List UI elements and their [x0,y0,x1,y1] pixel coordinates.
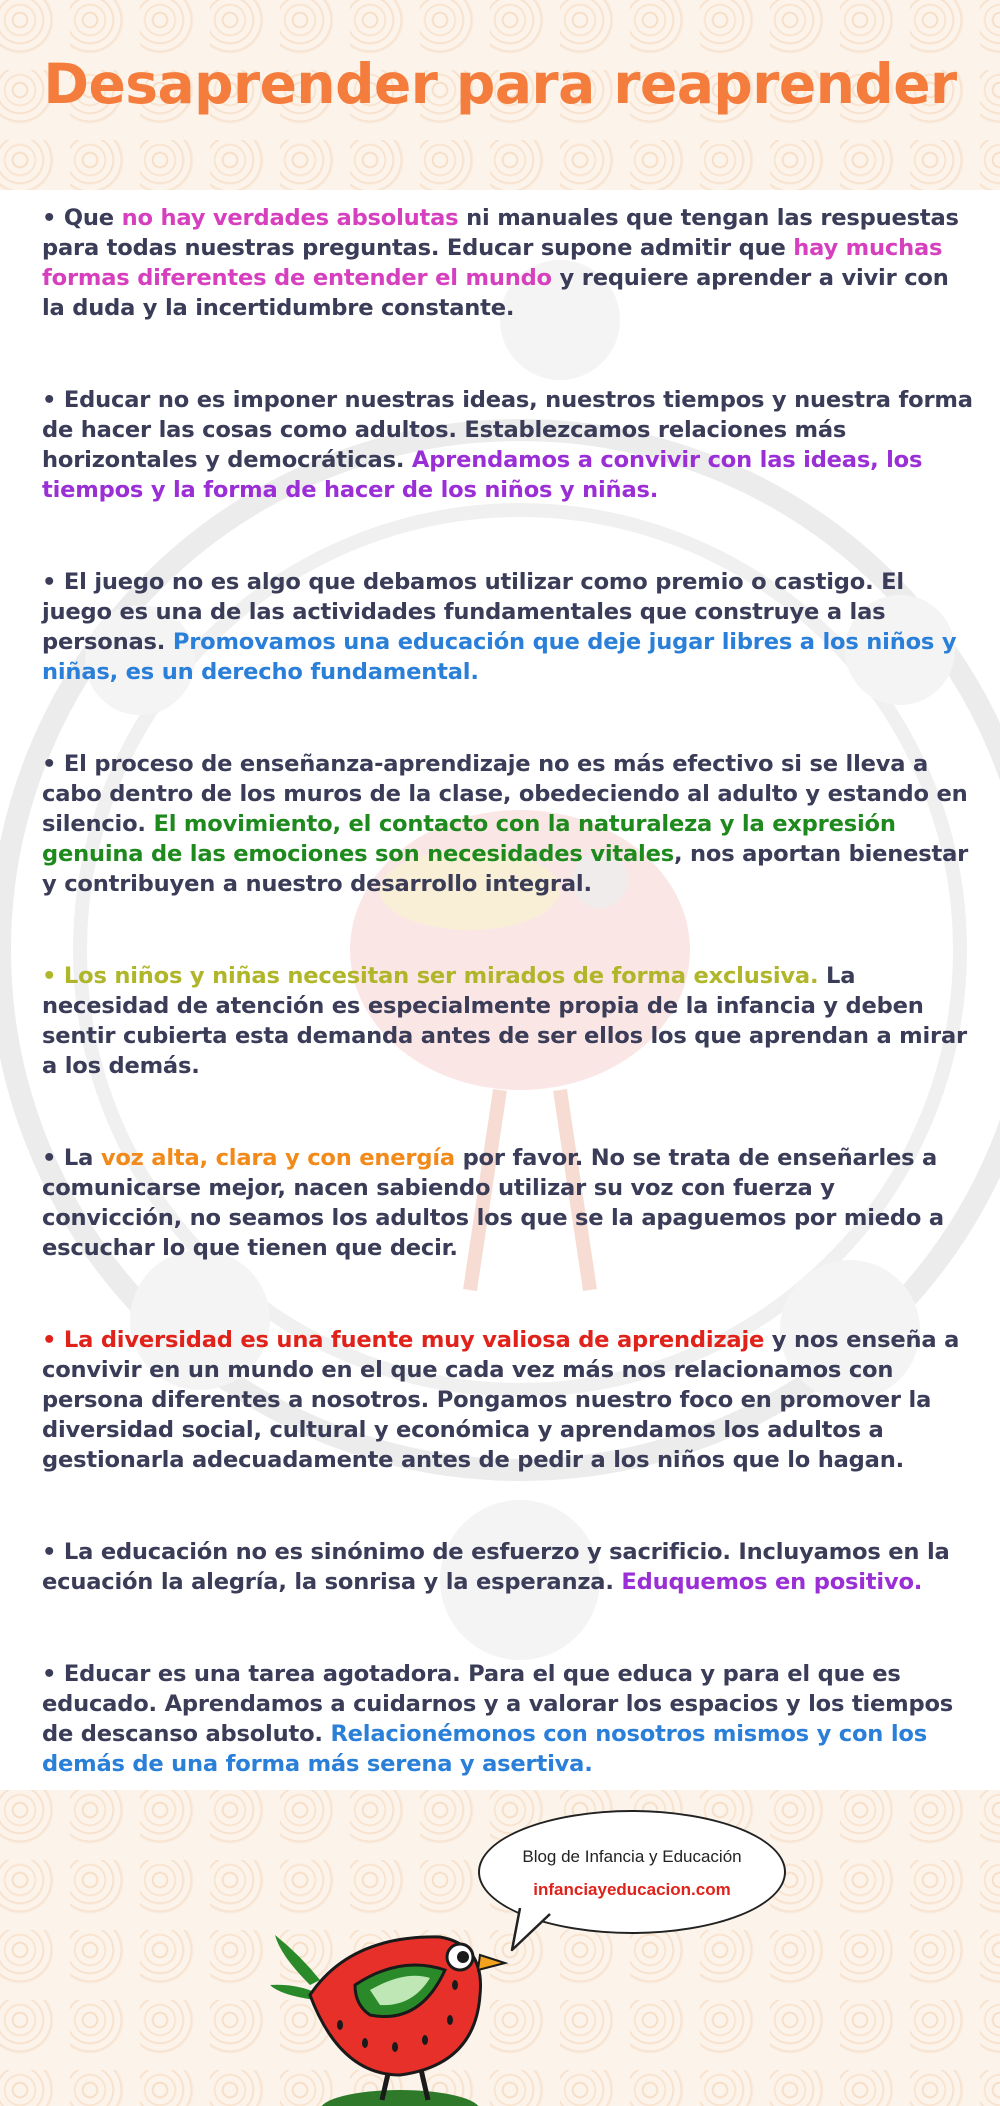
highlight-text: • [42,1327,64,1353]
header-band [0,0,1000,190]
list-item [42,1659,977,1779]
body-text: La necesidad de atención es especialmente propia de la infancia y deben sentir cubierta esta demanda antes de ser ellos los que aprendan a mirar a los demás. [42,963,967,1079]
body-text: • La [42,1145,101,1171]
body-text: • El proceso de enseñanza-aprendizaje no es más efectivo si se lleva a cabo dentro de los muros de la clase, obedeciendo al adulto y estando en silencio. [42,751,968,837]
body-text: y requiere aprender a vivir con la duda y la incertidumbre constante. [42,265,949,321]
highlight-text: El movimiento, el contacto con la naturaleza y la expresión genuina de las emociones son necesidades vitales [42,811,896,867]
content-list [42,203,977,1841]
body-text: • Educar no es imponer nuestras ideas, nuestros tiempos y nuestra forma de hacer las cosas como adultos. Establezcamos relaciones más horizontales y democráticas. [42,387,973,473]
page-title: Desaprender para reaprender [43,52,957,116]
list-item [42,203,977,323]
body-text: y nos enseña a convivir en un mundo en el que cada vez más nos relacionamos con persona diferentes a nosotros. Pongamos nuestro foco en promover la diversidad social, cultural y económica y aprendamos los adultos a gestionarla adecuadamente antes de pedir a los niños que lo hagan. [42,1327,960,1473]
list-item [42,1143,977,1263]
highlight-text: Relacionémonos con nosotros mismos y con los demás de una forma más serena y asertiva. [42,1721,927,1777]
highlight-text: Promovamos una educación que deje jugar libres a los niños y niñas, es un derecho fundamental. [42,629,957,685]
list-item [42,749,977,899]
body-text: • Que [42,205,122,231]
highlight-text: no hay verdades absolutas [121,205,459,231]
highlight-text: La diversidad es una fuente muy valiosa de aprendizaje [63,1327,765,1353]
highlight-text: Eduquemos en positivo. [621,1569,923,1595]
blog-url-link[interactable]: infanciayeducacion.com [533,1880,731,1899]
body-text: • Educar es una tarea agotadora. Para el que educa y para el que es educado. Aprendamos a cuidarnos y a valorar los espacios y los tiempos de descanso absoluto. [42,1661,954,1747]
highlight-text: Aprendamos a convivir con las ideas, los tiempos y la forma de hacer de los niños y niñas. [42,447,923,503]
body-text: • El juego no es algo que debamos utilizar como premio o castigo. El juego es una de las actividades fundamentales que construye a las personas. [42,569,904,655]
highlight-text: voz alta, clara y con energía [100,1145,455,1171]
highlight-text: hay muchas formas diferentes de entender el mundo [42,235,943,291]
highlight-text: • [42,963,64,989]
list-item [42,1537,977,1597]
list-item [42,385,977,505]
list-item [42,961,977,1081]
body-text: ni manuales que tengan las respuestas para todas nuestras preguntas. Educar supone admitir que [42,205,959,261]
body-text: • La educación no es sinónimo de esfuerzo y sacrificio. Incluyamos en la ecuación la alegría, la sonrisa y la esperanza. [42,1539,950,1595]
highlight-text: Los niños y niñas necesitan ser mirados de forma exclusiva. [63,963,819,989]
blog-name: Blog de Infancia y Educación [522,1847,742,1866]
body-text: por favor. No se trata de enseñarles a comunicarse mejor, nacen sabiendo utilizar su voz con fuerza y convicción, no seamos los adultos los que se la apaguemos por miedo a escuchar lo que tienen que decir. [42,1145,944,1261]
list-item [42,1325,977,1475]
bird-mascot-icon [270,1915,570,2106]
body-text: , nos aportan bienestar y contribuyen a nuestro desarrollo integral. [42,841,969,897]
list-item [42,567,977,687]
